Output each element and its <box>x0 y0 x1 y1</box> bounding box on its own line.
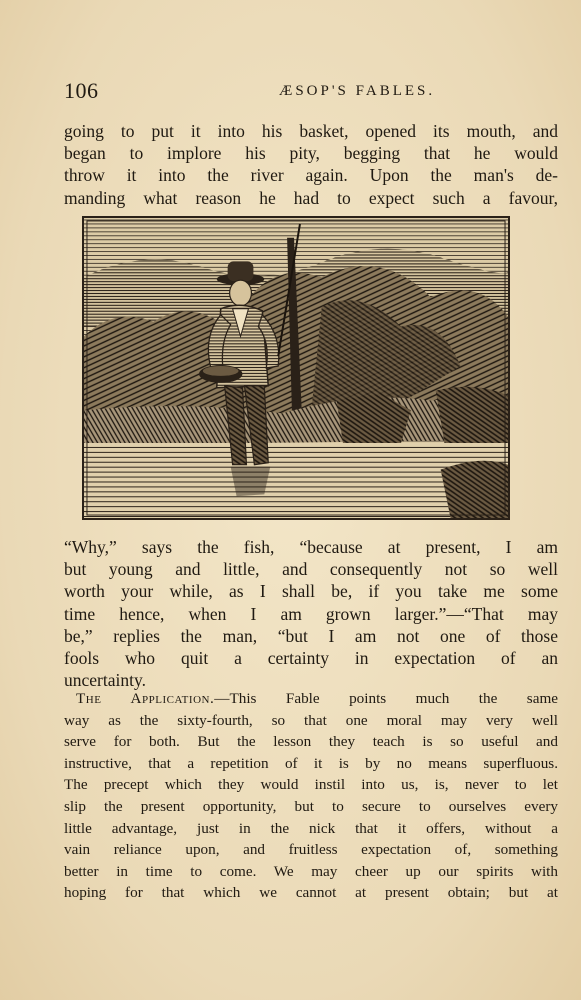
application-paragraph <box>64 688 558 904</box>
application-first-line-text: —This Fable points much the same <box>214 690 559 707</box>
text-line: but young and little, and consequently not so well <box>64 559 558 580</box>
running-head: ÆSOP'S FABLES. <box>279 83 436 99</box>
application-first-line <box>64 688 558 710</box>
page-header <box>64 78 558 106</box>
text-line: manding what reason he had to expect such a favour, <box>64 187 558 208</box>
page-number: 106 <box>64 78 99 103</box>
woodcut-illustration <box>82 216 510 520</box>
text-line: way as the sixty-fourth, so that one moral may very well <box>64 711 558 729</box>
text-line: vain reliance upon, and fruitless expectation of, something <box>64 841 558 859</box>
text-line: hoping for that which we cannot at present obtain; but at <box>64 884 558 902</box>
text-line: better in time to come. We may cheer up our spirits with <box>64 862 558 880</box>
text-line: worth your while, as I shall be, if you take me some <box>64 581 558 602</box>
paragraph-2 <box>64 536 558 691</box>
text-line: time hence, when I am grown larger.”—“That may <box>64 603 558 624</box>
text-line: going to put it into his basket, opened its mouth, and <box>64 121 558 141</box>
text-line: fools who quit a certainty in expectation of an <box>64 648 558 669</box>
application-heading: The Application. <box>76 690 215 707</box>
text-line: little advantage, just in the nick that it offers, without a <box>64 819 558 837</box>
text-line: slip the present opportunity, but to secure to ourselves every <box>64 797 558 815</box>
text-line: “Why,” says the fish, “because at present, I am <box>64 537 558 557</box>
text-line: throw it into the river again. Upon the man's de- <box>64 165 558 186</box>
text-line: serve for both. But the lesson they teach is so useful and <box>64 733 558 751</box>
text-line: The precept which they would instil into us, is, never to let <box>64 776 558 794</box>
text-line: began to implore his pity, begging that he would <box>64 143 558 164</box>
fisherman-woodcut-image <box>84 218 508 518</box>
text-line: uncertainty. <box>64 670 146 691</box>
paragraph-1 <box>64 120 558 209</box>
text-line: instructive, that a repetition of it is by no means superfluous. <box>64 754 558 772</box>
text-line: be,” replies the man, “but I am not one of those <box>64 625 558 646</box>
